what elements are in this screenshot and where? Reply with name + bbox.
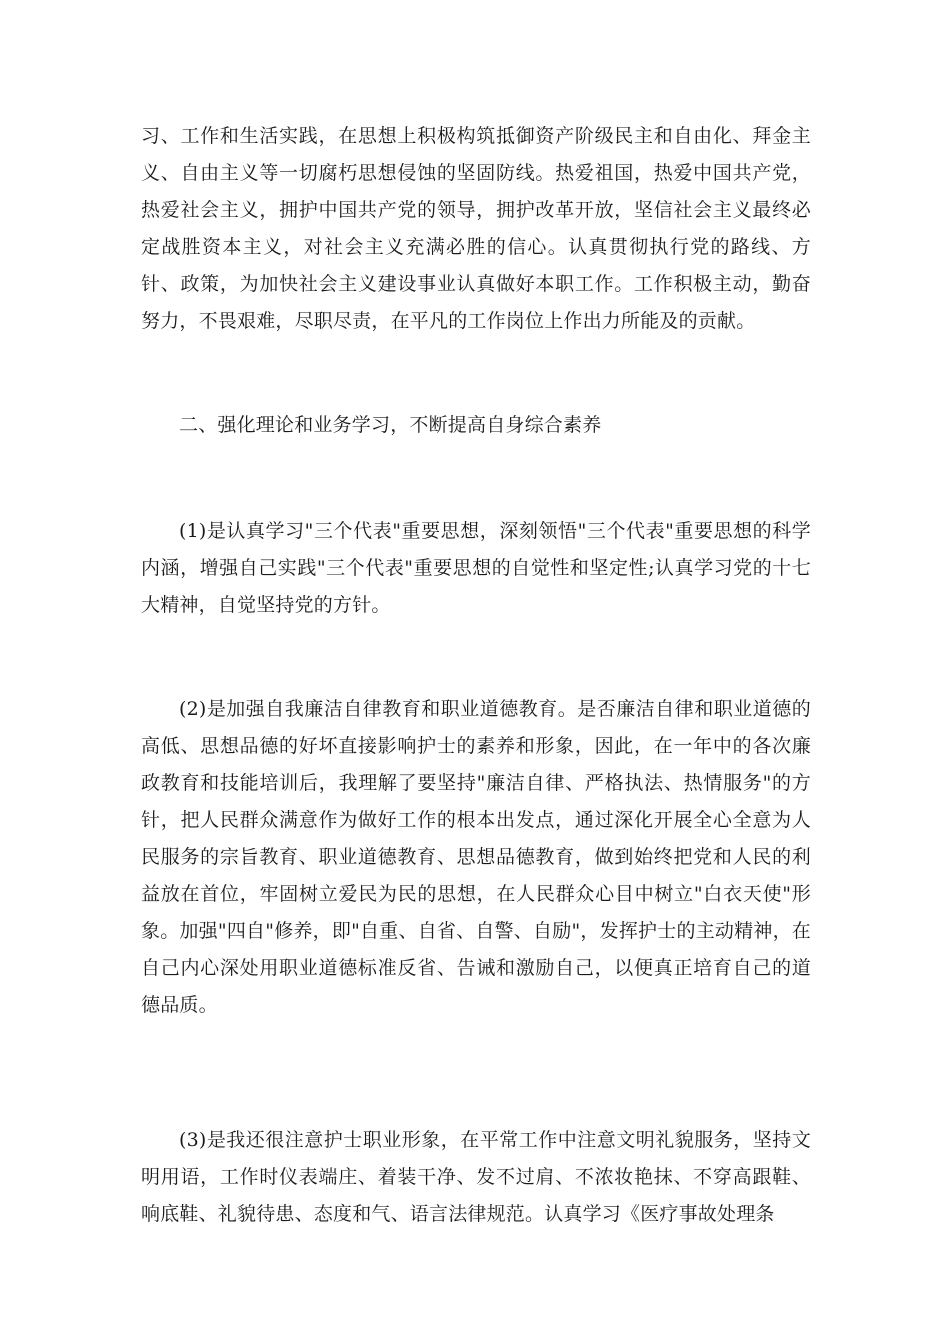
paragraph-item-1: (1)是认真学习"三个代表"重要思想，深刻领悟"三个代表"重要思想的科学内涵，增强自己实践"三个代表"重要思想的自觉性和坚定性;认真学习党的十七大精神，自觉坚持党的方针。 bbox=[141, 520, 811, 616]
paragraph-item-3: (3)是我还很注意护士职业形象，在平常工作中注意文明礼貌服务，坚持文明用语，工作时仪表端庄、着装干净、发不过肩、不浓妆艳抹、不穿高跟鞋、响底鞋、礼貌待患、态度和气、语言法律规范。认真学习《医疗事故处理条 bbox=[141, 1129, 811, 1225]
paragraph-continuation: 习、工作和生活实践，在思想上积极构筑抵御资产阶级民主和自由化、拜金主义、自由主义等一切腐朽思想侵蚀的坚固防线。热爱祖国，热爱中国共产党，热爱社会主义，拥护中国共产党的领导，拥护改革开放，坚信社会主义最终必定战胜资本主义，对社会主义充满必胜的信心。认真贯彻执行党的路线、方针、政策，为加快社会主义建设事业认真做好本职工作。工作积极主动，勤奋努力，不畏艰难，尽职尽责，在平凡的工作岗位上作出力所能及的贡献。 bbox=[141, 125, 811, 332]
paragraph-item-2: (2)是加强自我廉洁自律教育和职业道德教育。是否廉洁自律和职业道德的高低、思想品德的好坏直接影响护士的素养和形象，因此，在一年中的各次廉政教育和技能培训后，我理解了要坚持"廉洁自律、严格执法、热情服务"的方针，把人民群众满意作为做好工作的根本出发点，通过深化开展全心全意为人民服务的宗旨教育、职业道德教育、思想品德教育，做到始终把党和人民的利益放在首位，牢固树立爱民为民的思想，在人民群众心目中树立"白衣天使"形象。加强"四自"修养，即"自重、自省、自警、自励"，发挥护士的主动精神，在自己内心深处用职业道德标准反省、告诫和激励自己，以便真正培育自己的道德品质。 bbox=[141, 698, 811, 1016]
section-heading: 二、强化理论和业务学习，不断提高自身综合素养 bbox=[179, 414, 602, 436]
